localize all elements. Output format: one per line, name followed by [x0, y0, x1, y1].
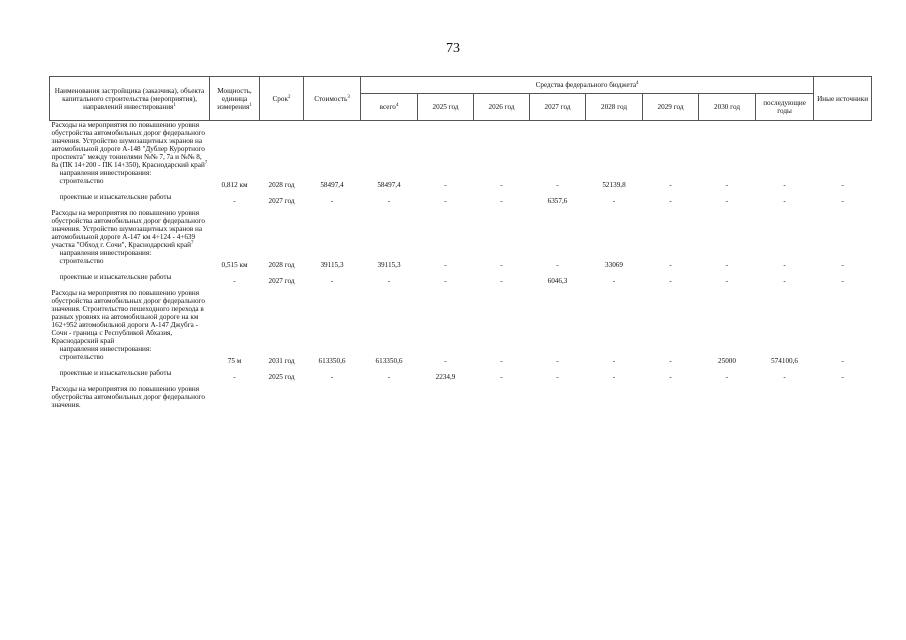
cell-y2026: - [500, 197, 503, 205]
cell-y2030: - [725, 277, 729, 285]
cell-other: - [841, 357, 844, 365]
cell-subsequent: - [783, 261, 786, 269]
cell-cost: 39115,3 [320, 261, 344, 269]
cell-total: - [387, 373, 391, 381]
cell-y2028: 33069 [605, 261, 623, 269]
empty-cell [210, 169, 872, 177]
cell-y2027: 6357,6 [547, 197, 568, 205]
cell-y2027: - [556, 357, 559, 365]
investment-direction: строительство [59, 353, 104, 361]
cell-y2025: - [444, 277, 447, 285]
cell-cost: 613350,6 [318, 357, 346, 365]
cell-term: 2027 год [268, 197, 295, 205]
table-row [50, 257, 872, 273]
measure-name: Расходы на мероприятия по повышению уровня обустройства автомобильных дорог федерального значения. Строительство пешеходного перехода в разных уровнях на автомобильной дороге на км 162+952 автомобильной дороги А-147 Джубга - Сочи - граница с Республикой Абхазия, Краснодарский край [51, 289, 205, 345]
cell-capacity: - [233, 373, 236, 381]
table-row [50, 345, 872, 353]
cell-y2029: - [669, 373, 672, 381]
cell-y2030: - [725, 181, 729, 189]
cell-total: - [387, 277, 391, 285]
empty-cell [210, 385, 872, 409]
header-2028: 2028 год [586, 94, 643, 121]
table-row [50, 193, 872, 209]
cell-y2028: - [612, 277, 616, 285]
cell-subsequent: - [783, 181, 786, 189]
cell-subsequent: 574100,6 [771, 357, 799, 365]
cell-y2030: - [725, 373, 729, 381]
cell-y2029: - [669, 357, 672, 365]
cell-total: 39115,3 [377, 261, 401, 269]
cell-y2027: 6046,3 [547, 277, 568, 285]
empty-cell [210, 345, 872, 353]
cell-term: 2028 год [268, 261, 295, 269]
header-total: всего$^4$ [361, 94, 418, 121]
cell-total: 58497,4 [377, 181, 401, 189]
header-term: Срок$^2$ [260, 77, 304, 121]
table-row [50, 385, 872, 409]
cell-cost: - [330, 277, 334, 285]
investment-label: направления инвестирования: [59, 249, 152, 257]
measure-name: Расходы на мероприятия по повышению уровня обустройства автомобильных дорог федерального значения. Устройство шумозащитных экранов на автомобильной дороге А-148 "Дублер Курортного проспекта" между тоннелями №№ 7, 7а и №№ 8, 8а (ПК 14+200 - ПК 14+350), Краснодарский край$^7$ [51, 121, 208, 169]
cell-capacity: 0,812 км [221, 181, 248, 189]
table-row [50, 121, 872, 170]
cell-total: - [387, 197, 391, 205]
table-body [50, 121, 872, 410]
header-cost: Стоимость$^3$ [304, 77, 361, 121]
cell-term: 2028 год [268, 181, 295, 189]
cell-y2030: - [725, 261, 729, 269]
empty-cell [210, 249, 872, 257]
cell-term: 2025 год [268, 373, 295, 381]
cell-y2029: - [669, 277, 672, 285]
cell-term: 2031 год [268, 357, 295, 365]
cell-capacity: - [233, 197, 236, 205]
cell-y2029: - [669, 197, 672, 205]
cell-subsequent: - [783, 197, 786, 205]
cell-other: - [841, 261, 844, 269]
header-2026: 2026 год [474, 94, 530, 121]
investment-direction: строительство [59, 257, 104, 265]
cell-y2026: - [500, 261, 503, 269]
empty-cell [210, 289, 872, 345]
investment-direction: проектные и изыскательские работы [59, 273, 172, 281]
cell-y2025: - [444, 261, 447, 269]
header-2029: 2029 год [643, 94, 699, 121]
cell-y2026: - [500, 357, 503, 365]
page-number: 73 [446, 41, 460, 56]
cell-y2029: - [669, 261, 672, 269]
table-row [50, 177, 872, 193]
cell-y2029: - [669, 181, 672, 189]
cell-y2025: - [444, 197, 447, 205]
table-row [50, 369, 872, 385]
cell-other: - [841, 181, 844, 189]
budget-table [49, 76, 872, 409]
cell-y2026: - [500, 373, 503, 381]
measure-name: Расходы на мероприятия по повышению уровня обустройства автомобильных дорог федерального значения. Устройство шумозащитных экранов на автомобильной дороге А-147 км 4+124 - 4+639 участка "Обход г. Сочи", Краснодарский край$^7$ [51, 209, 205, 249]
investment-label: направления инвестирования: [59, 169, 152, 177]
cell-y2025: 2234,9 [435, 373, 456, 381]
header-name: Наименования застройщика (заказчика), объекта капитального строительства (мероприятия), направлений инвестирования$^1$ [50, 77, 210, 121]
cell-cost: - [330, 373, 334, 381]
cell-capacity: 0,515 км [221, 261, 248, 269]
cell-y2028: - [612, 357, 616, 365]
cell-y2028: - [612, 197, 616, 205]
header-2027: 2027 год [530, 94, 586, 121]
table-row [50, 273, 872, 289]
investment-direction: проектные и изыскательские работы [59, 369, 172, 377]
cell-y2027: - [556, 181, 559, 189]
table-row [50, 249, 872, 257]
cell-other: - [841, 373, 844, 381]
cell-y2030: - [725, 197, 729, 205]
investment-label: направления инвестирования: [59, 345, 152, 353]
header-other-sources: Иные источники [814, 77, 872, 121]
cell-cost: 58497,4 [320, 181, 344, 189]
cell-y2025: - [444, 181, 447, 189]
measure-name: Расходы на мероприятия по повышению уровня обустройства автомобильных дорог федерального значения. [51, 385, 205, 409]
cell-other: - [841, 277, 844, 285]
header-2030: 2030 год [699, 94, 756, 121]
cell-capacity: 75 м [227, 357, 242, 365]
empty-cell [210, 121, 872, 170]
table-row [50, 169, 872, 177]
empty-cell [210, 209, 872, 249]
cell-y2030: 25000 [718, 357, 736, 365]
cell-y2025: - [444, 357, 447, 365]
cell-y2028: 52139,8 [602, 181, 626, 189]
cell-capacity: - [233, 277, 236, 285]
cell-subsequent: - [783, 373, 786, 381]
cell-y2028: - [612, 373, 616, 381]
table-row [50, 209, 872, 249]
investment-direction: строительство [59, 177, 104, 185]
table-row [50, 353, 872, 369]
investment-direction: проектные и изыскательские работы [59, 193, 172, 201]
cell-y2026: - [500, 181, 503, 189]
table-row [50, 289, 872, 345]
table-header [50, 77, 872, 121]
header-subsequent-years: последующие годы [756, 94, 814, 121]
cell-y2027: - [556, 373, 559, 381]
cell-term: 2027 год [268, 277, 295, 285]
header-capacity: Мощность, единица измерения$^1$ [210, 77, 260, 121]
cell-y2026: - [500, 277, 503, 285]
header-2025: 2025 год [418, 94, 474, 121]
cell-other: - [841, 197, 844, 205]
header-federal-budget: Средства федерального бюджета$^4$ [361, 77, 814, 94]
cell-cost: - [330, 197, 334, 205]
cell-subsequent: - [783, 277, 786, 285]
cell-y2027: - [556, 261, 559, 269]
cell-total: 613350,6 [375, 357, 403, 365]
